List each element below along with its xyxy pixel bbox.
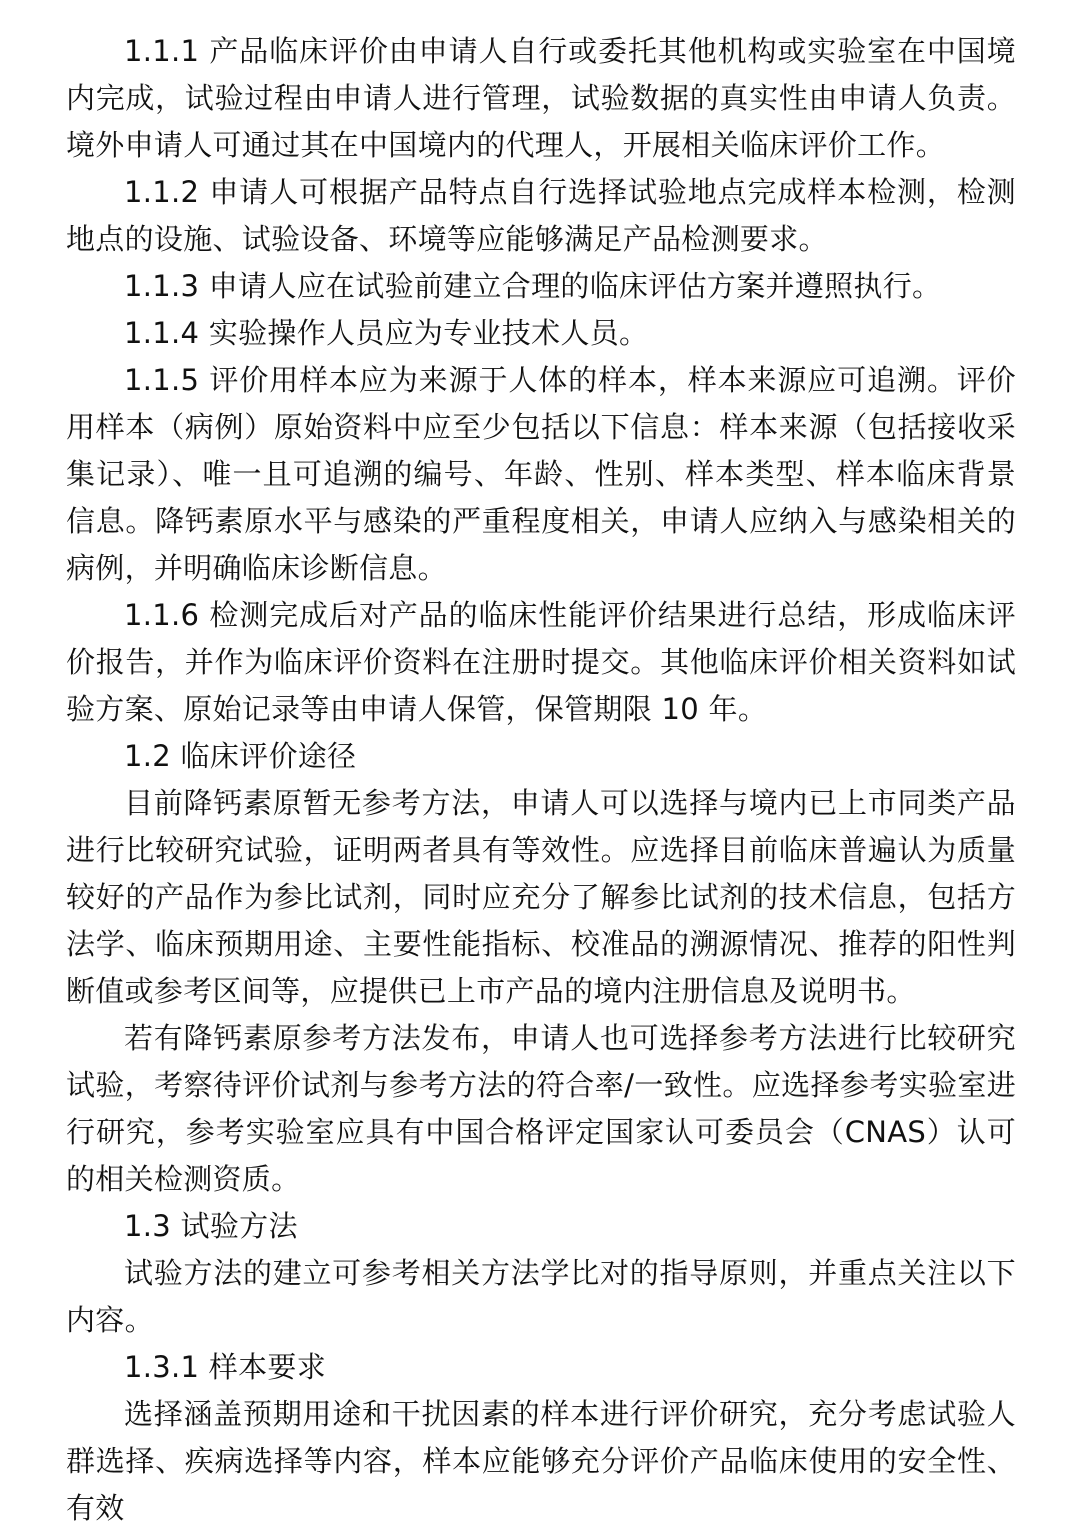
paragraph-1-1-5: 1.1.5 评价用样本应为来源于人体的样本，样本来源应可追溯。评价用样本（病例）原始资料中应至少包括以下信息：样本来源（包括接收采集记录）、唯一且可追溯的编号、年龄、性别、样本类型、样本临床背景信息。降钙素原水平与感染的严重程度相关，申请人应纳入与感染相关的病例，并明确临床诊断信息。 (66, 363, 1016, 585)
paragraph-1-1-1: 1.1.1 产品临床评价由申请人自行或委托其他机构或实验室在中国境内完成，试验过程由申请人进行管理，试验数据的真实性由申请人负责。境外申请人可通过其在中国境内的代理人，开展相关临床评价工作。 (66, 34, 1016, 162)
paragraph-1-1-3: 1.1.3 申请人应在试验前建立合理的临床评估方案并遵照执行。 (124, 269, 942, 303)
paragraph-1-3-1: 选择涵盖预期用途和干扰因素的样本进行评价研究，充分考虑试验人群选择、疾病选择等内容，样本应能够充分评价产品临床使用的安全性、有效 (66, 1397, 1016, 1525)
document-body (66, 28, 1016, 1532)
paragraph-1-1-6: 1.1.6 检测完成后对产品的临床性能评价结果进行总结，形成临床评价报告，并作为临床评价资料在注册时提交。其他临床评价相关资料如试验方案、原始记录等由申请人保管，保管期限 10 年。 (66, 598, 1016, 726)
paragraph-1-1-2: 1.1.2 申请人可根据产品特点自行选择试验地点完成样本检测，检测地点的设施、试验设备、环境等应能够满足产品检测要求。 (66, 175, 1016, 256)
heading-1-2: 1.2 临床评价途径 (124, 739, 357, 773)
heading-1-3-1: 1.3.1 样本要求 (124, 1350, 327, 1384)
heading-1-3: 1.3 试验方法 (124, 1209, 298, 1243)
paragraph-1-1-4: 1.1.4 实验操作人员应为专业技术人员。 (124, 316, 649, 350)
paragraph-1-2-a: 目前降钙素原暂无参考方法，申请人可以选择与境内已上市同类产品进行比较研究试验，证明两者具有等效性。应选择目前临床普遍认为质量较好的产品作为参比试剂，同时应充分了解参比试剂的技术信息，包括方法学、临床预期用途、主要性能指标、校准品的溯源情况、推荐的阳性判断值或参考区间等，应提供已上市产品的境内注册信息及说明书。 (66, 786, 1016, 1008)
paragraph-1-3: 试验方法的建立可参考相关方法学比对的指导原则，并重点关注以下内容。 (66, 1256, 1016, 1337)
paragraph-1-2-b: 若有降钙素原参考方法发布，申请人也可选择参考方法进行比较研究试验，考察待评价试剂与参考方法的符合率/一致性。应选择参考实验室进行研究，参考实验室应具有中国合格评定国家认可委员会（CNAS）认可的相关检测资质。 (66, 1021, 1016, 1196)
